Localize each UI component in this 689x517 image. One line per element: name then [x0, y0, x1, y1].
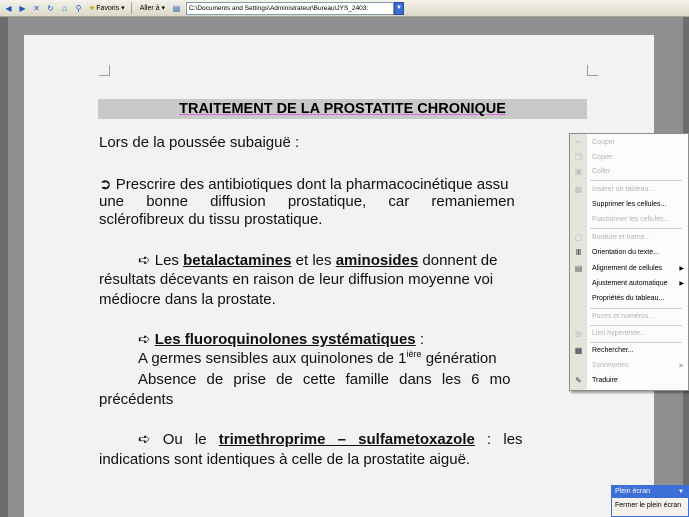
margin-corner-top-left: [99, 65, 110, 76]
menu-item-supprimer-cellules[interactable]: Supprimer les cellules...: [592, 201, 667, 208]
paragraph-line: précédents: [99, 391, 174, 408]
menu-item-traduire[interactable]: Traduire: [592, 377, 618, 384]
menu-item-couper[interactable]: Couper: [592, 139, 615, 146]
submenu-arrow-icon: ▶: [679, 266, 684, 272]
paragraph-line: [138, 251, 497, 269]
browser-toolbar: [0, 0, 689, 17]
translate-icon: ✎: [575, 376, 582, 385]
betalactamines-term: betalactamines: [183, 252, 292, 269]
toolbar-separator: [131, 2, 132, 14]
stop-icon[interactable]: ✕: [33, 3, 40, 13]
menu-item-synonymes[interactable]: [592, 360, 629, 372]
document-page[interactable]: [24, 35, 654, 517]
aminosides-term: aminosides: [335, 252, 419, 269]
chevron-down-icon[interactable]: ▼: [678, 489, 684, 495]
paragraph-line: Absence de prise de cette famille dans les 6 mo: [138, 371, 511, 388]
paragraph-line: une bonne diffusion prostatique, car remaniemen: [99, 193, 515, 210]
menu-separator: [590, 325, 682, 326]
menu-item-fractionner-cellules[interactable]: Fractionner les cellules...: [592, 216, 670, 223]
insert-table-icon: ▦: [574, 185, 583, 194]
aller-a-button[interactable]: Aller à ▾: [139, 4, 166, 12]
text-span: A germes sensibles aux quinolones de 1: [138, 350, 407, 367]
close-fullscreen-button[interactable]: Fermer le plein écran: [615, 502, 682, 509]
menu-separator: [590, 342, 682, 343]
text-span: Les: [154, 252, 179, 269]
text-span: et les: [295, 252, 332, 269]
menu-item-puces-numeros[interactable]: Puces et numéros...: [592, 313, 655, 320]
hyperlink-icon: 🜨: [575, 330, 582, 339]
menu-item-label: Alignement de cellules: [592, 265, 663, 272]
left-frame: [0, 17, 8, 517]
address-field[interactable]: C:\Documents and Settings\Administrateur\Bureau\JYS_2403:: [186, 2, 394, 15]
fullscreen-title: Plein écran: [615, 488, 651, 495]
fullscreen-toolbar: [611, 485, 689, 517]
favoris-button[interactable]: ★ Favoris ▾: [89, 4, 125, 12]
submenu-arrow-icon: ▶: [679, 363, 684, 369]
menu-item-copier[interactable]: Copier: [592, 154, 613, 161]
text-orientation-icon: Ⅲ: [575, 248, 582, 257]
menu-item-ajustement-automatique[interactable]: [592, 278, 668, 290]
trimethroprime-term: trimethroprime – sulfametoxazole: [218, 431, 475, 448]
scissors-icon: ✂: [575, 138, 582, 147]
cell-alignment-icon: ▤: [574, 264, 583, 273]
aller-a-label: Aller à: [139, 4, 160, 12]
paragraph-line: [138, 330, 424, 348]
paste-icon: ▣: [574, 167, 583, 176]
research-icon: ▦: [574, 346, 583, 355]
paragraph-line: [138, 349, 497, 367]
superscript: ière: [406, 349, 422, 359]
menu-item-bordure-trame[interactable]: Bordure et trame...: [592, 234, 651, 241]
menu-separator: [590, 180, 682, 181]
fluoroquinolones-term: Les fluoroquinolones systématiques: [154, 331, 416, 348]
text-span: Ou le: [162, 431, 207, 448]
menu-item-alignement-cellules[interactable]: [592, 263, 662, 275]
paragraph-line: indications sont identiques à celle de la prostatite aiguë.: [99, 451, 471, 468]
home-icon[interactable]: ⌂: [62, 3, 67, 13]
refresh-icon[interactable]: ↻: [47, 3, 54, 13]
margin-corner-top-right: [587, 65, 598, 76]
context-menu: [569, 133, 689, 391]
menu-separator: [590, 308, 682, 309]
arrow-bullet-icon: ➲: [99, 176, 112, 193]
back-icon[interactable]: ◀: [5, 3, 12, 13]
search-icon[interactable]: ⚲: [75, 3, 82, 13]
text-span: donnent de: [422, 252, 498, 269]
address-dropdown-icon[interactable]: ▼: [394, 2, 404, 15]
favoris-label: Favoris: [96, 4, 120, 12]
text-span: :: [419, 331, 424, 348]
paragraph-line: médiocre dans la prostate.: [99, 291, 276, 308]
hand-arrow-icon: ➪: [138, 431, 151, 448]
menu-item-rechercher[interactable]: Rechercher...: [592, 347, 634, 354]
paragraph-line: sclérofibreux du tissu prostatique.: [99, 211, 323, 228]
forward-icon[interactable]: ▶: [19, 3, 26, 13]
paragraph-line: [138, 430, 523, 448]
menu-item-proprietes-tableau[interactable]: Propriétés du tableau...: [592, 295, 665, 302]
menu-item-coller[interactable]: Coller: [592, 168, 611, 175]
menu-item-label: Synonymes: [592, 362, 629, 369]
fullscreen-title-bar[interactable]: [612, 486, 688, 498]
paragraph-line: Lors de la poussée subaiguë :: [99, 134, 300, 151]
border-icon: ▢: [574, 233, 583, 242]
menu-item-label: Ajustement automatique: [592, 280, 668, 287]
paragraph-line-text: Prescrire des antibiotiques dont la pharmacocinétique assu: [115, 176, 509, 193]
menu-item-inserer-tableau[interactable]: Insérer un tableau...: [592, 186, 655, 193]
paragraph-line: [99, 175, 508, 193]
menu-separator: [590, 228, 682, 229]
text-span: génération: [425, 350, 497, 367]
menu-item-lien-hypertexte[interactable]: Lien hypertexte...: [592, 330, 646, 337]
document-title: [98, 99, 587, 119]
menu-item-orientation-texte[interactable]: Orientation du texte...: [592, 249, 659, 256]
star-icon: ★: [89, 5, 96, 12]
paragraph-line: résultats décevants en raison de leur diffusion moyenne voi: [99, 271, 494, 288]
text-span: : les: [487, 431, 523, 448]
copy-icon: ❐: [574, 153, 583, 162]
hand-arrow-icon: ➪: [138, 331, 151, 348]
document-title-text: TRAITEMENT DE LA PROSTATITE CHRONIQUE: [179, 101, 506, 117]
submenu-arrow-icon: ▶: [679, 281, 684, 287]
page-icon[interactable]: ▤: [172, 3, 181, 13]
hand-arrow-icon: ➪: [138, 252, 151, 269]
